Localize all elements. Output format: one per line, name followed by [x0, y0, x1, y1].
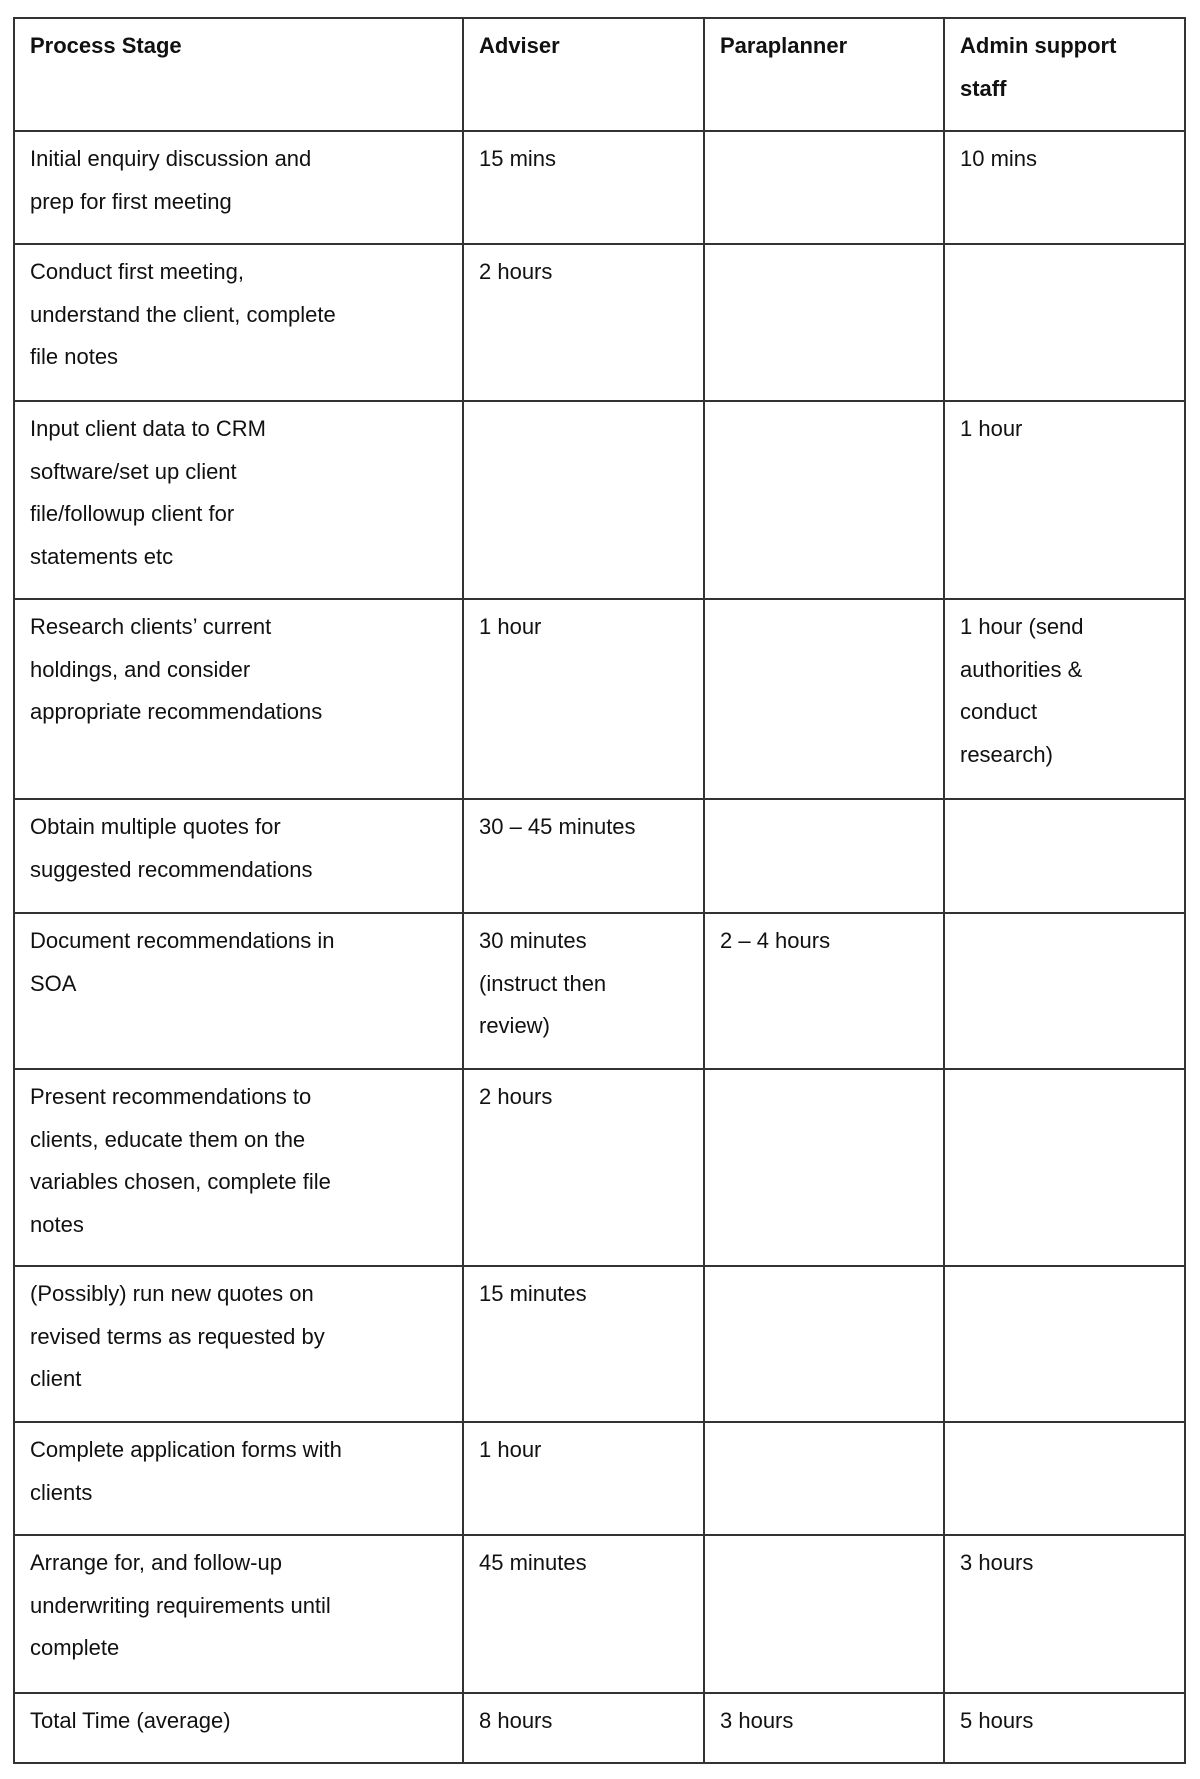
cell-paraplanner	[704, 1069, 944, 1266]
cell-adviser	[463, 1069, 704, 1266]
header-label: Paraplanner	[720, 33, 848, 58]
cell-admin	[944, 1266, 1185, 1422]
cell-stage	[14, 1422, 463, 1535]
cell-admin	[944, 1069, 1185, 1266]
cell-text: Conduct first meeting,	[30, 259, 244, 284]
cell-adviser	[463, 1266, 704, 1422]
cell-admin	[944, 1535, 1185, 1693]
table-row	[14, 1069, 1185, 1266]
cell-text: Initial enquiry discussion and	[30, 146, 312, 171]
cell-text: file/followup client for	[30, 501, 235, 526]
cell-text: 2 hours	[479, 1084, 553, 1109]
table-row	[14, 913, 1185, 1069]
cell-admin	[944, 401, 1185, 599]
cell-text: 1 hour	[479, 1437, 542, 1462]
cell-paraplanner	[704, 131, 944, 244]
cell-paraplanner	[704, 913, 944, 1069]
cell-stage	[14, 1069, 463, 1266]
cell-text: Document recommendations in	[30, 928, 335, 953]
header-process-stage	[14, 18, 463, 131]
table-row	[14, 131, 1185, 244]
header-adviser	[463, 18, 704, 131]
cell-text: Total Time (average)	[30, 1708, 231, 1733]
cell-text: 45 minutes	[479, 1550, 587, 1575]
cell-text: review)	[479, 1013, 550, 1038]
cell-adviser	[463, 1693, 704, 1763]
cell-admin	[944, 1422, 1185, 1535]
header-label: staff	[960, 75, 1007, 101]
cell-text: complete	[30, 1635, 120, 1660]
cell-stage	[14, 244, 463, 401]
cell-text: understand the client, complete	[30, 301, 336, 327]
cell-text: Input client data to CRM	[30, 416, 267, 441]
cell-text: 1 hour	[479, 614, 542, 639]
cell-text: 2 – 4 hours	[720, 928, 831, 953]
cell-adviser	[463, 913, 704, 1069]
cell-text: 8 hours	[479, 1708, 553, 1733]
cell-text: suggested recommendations	[30, 856, 313, 882]
header-label: Adviser	[479, 33, 560, 58]
table-row	[14, 599, 1185, 799]
cell-text: holdings, and consider	[30, 656, 251, 682]
cell-adviser	[463, 799, 704, 913]
table-row	[14, 401, 1185, 599]
cell-text: conduct	[960, 699, 1038, 724]
cell-text: variables chosen, complete file	[30, 1169, 331, 1194]
table-row	[14, 799, 1185, 913]
table-row	[14, 244, 1185, 401]
cell-text: clients, educate them on the	[30, 1126, 306, 1152]
cell-stage	[14, 599, 463, 799]
cell-text: notes	[30, 1211, 84, 1237]
cell-paraplanner	[704, 401, 944, 599]
cell-admin	[944, 599, 1185, 799]
cell-adviser	[463, 131, 704, 244]
cell-text: 10 mins	[960, 146, 1038, 171]
cell-admin	[944, 131, 1185, 244]
cell-text: 3 hours	[960, 1550, 1034, 1575]
cell-paraplanner	[704, 1266, 944, 1422]
cell-stage	[14, 401, 463, 599]
cell-text: Research clients’ current	[30, 614, 272, 639]
cell-stage	[14, 1266, 463, 1422]
cell-paraplanner	[704, 599, 944, 799]
cell-stage	[14, 913, 463, 1069]
cell-text: 3 hours	[720, 1708, 794, 1733]
cell-paraplanner	[704, 1535, 944, 1693]
cell-stage	[14, 799, 463, 913]
header-paraplanner	[704, 18, 944, 131]
cell-admin	[944, 1693, 1185, 1763]
cell-text: 15 mins	[479, 146, 557, 171]
cell-text: 30 – 45 minutes	[479, 814, 636, 839]
table-row	[14, 1535, 1185, 1693]
total-row	[14, 1693, 1185, 1763]
cell-admin	[944, 799, 1185, 913]
cell-paraplanner	[704, 1422, 944, 1535]
cell-text: revised terms as requested by	[30, 1323, 325, 1349]
cell-stage	[14, 1535, 463, 1693]
cell-text: Complete application forms with	[30, 1437, 342, 1462]
cell-adviser	[463, 244, 704, 401]
cell-text: SOA	[30, 970, 77, 996]
table-row	[14, 1266, 1185, 1422]
cell-text: (Possibly) run new quotes on	[30, 1281, 314, 1306]
cell-stage	[14, 131, 463, 244]
cell-stage	[14, 1693, 463, 1763]
header-row	[14, 18, 1185, 131]
cell-paraplanner	[704, 244, 944, 401]
cell-text: prep for first meeting	[30, 188, 232, 214]
cell-text: (instruct then	[479, 970, 607, 996]
cell-text: Obtain multiple quotes for	[30, 814, 281, 839]
cell-adviser	[463, 1535, 704, 1693]
cell-text: 30 minutes	[479, 928, 587, 953]
cell-adviser	[463, 401, 704, 599]
cell-text: authorities &	[960, 656, 1083, 682]
cell-adviser	[463, 1422, 704, 1535]
cell-text: underwriting requirements until	[30, 1592, 331, 1618]
cell-text: 1 hour	[960, 416, 1023, 441]
cell-text: 1 hour (send	[960, 614, 1084, 639]
table-row	[14, 1422, 1185, 1535]
cell-paraplanner	[704, 1693, 944, 1763]
cell-text: clients	[30, 1479, 93, 1505]
cell-admin	[944, 913, 1185, 1069]
cell-adviser	[463, 599, 704, 799]
cell-text: client	[30, 1366, 82, 1391]
cell-paraplanner	[704, 799, 944, 913]
cell-text: file notes	[30, 344, 119, 369]
cell-text: 2 hours	[479, 259, 553, 284]
cell-text: 15 minutes	[479, 1281, 587, 1306]
cell-text: appropriate recommendations	[30, 699, 323, 724]
cell-text: software/set up client	[30, 458, 237, 484]
cell-admin	[944, 244, 1185, 401]
cell-text: research)	[960, 741, 1053, 767]
header-label: Process Stage	[30, 33, 182, 58]
cell-text: Arrange for, and follow-up	[30, 1550, 282, 1575]
process-time-table	[13, 17, 1186, 1764]
header-admin-support-staff	[944, 18, 1185, 131]
cell-text: statements etc	[30, 543, 174, 569]
cell-text: Present recommendations to	[30, 1084, 312, 1109]
header-label: Admin support	[960, 33, 1117, 58]
cell-text: 5 hours	[960, 1708, 1034, 1733]
